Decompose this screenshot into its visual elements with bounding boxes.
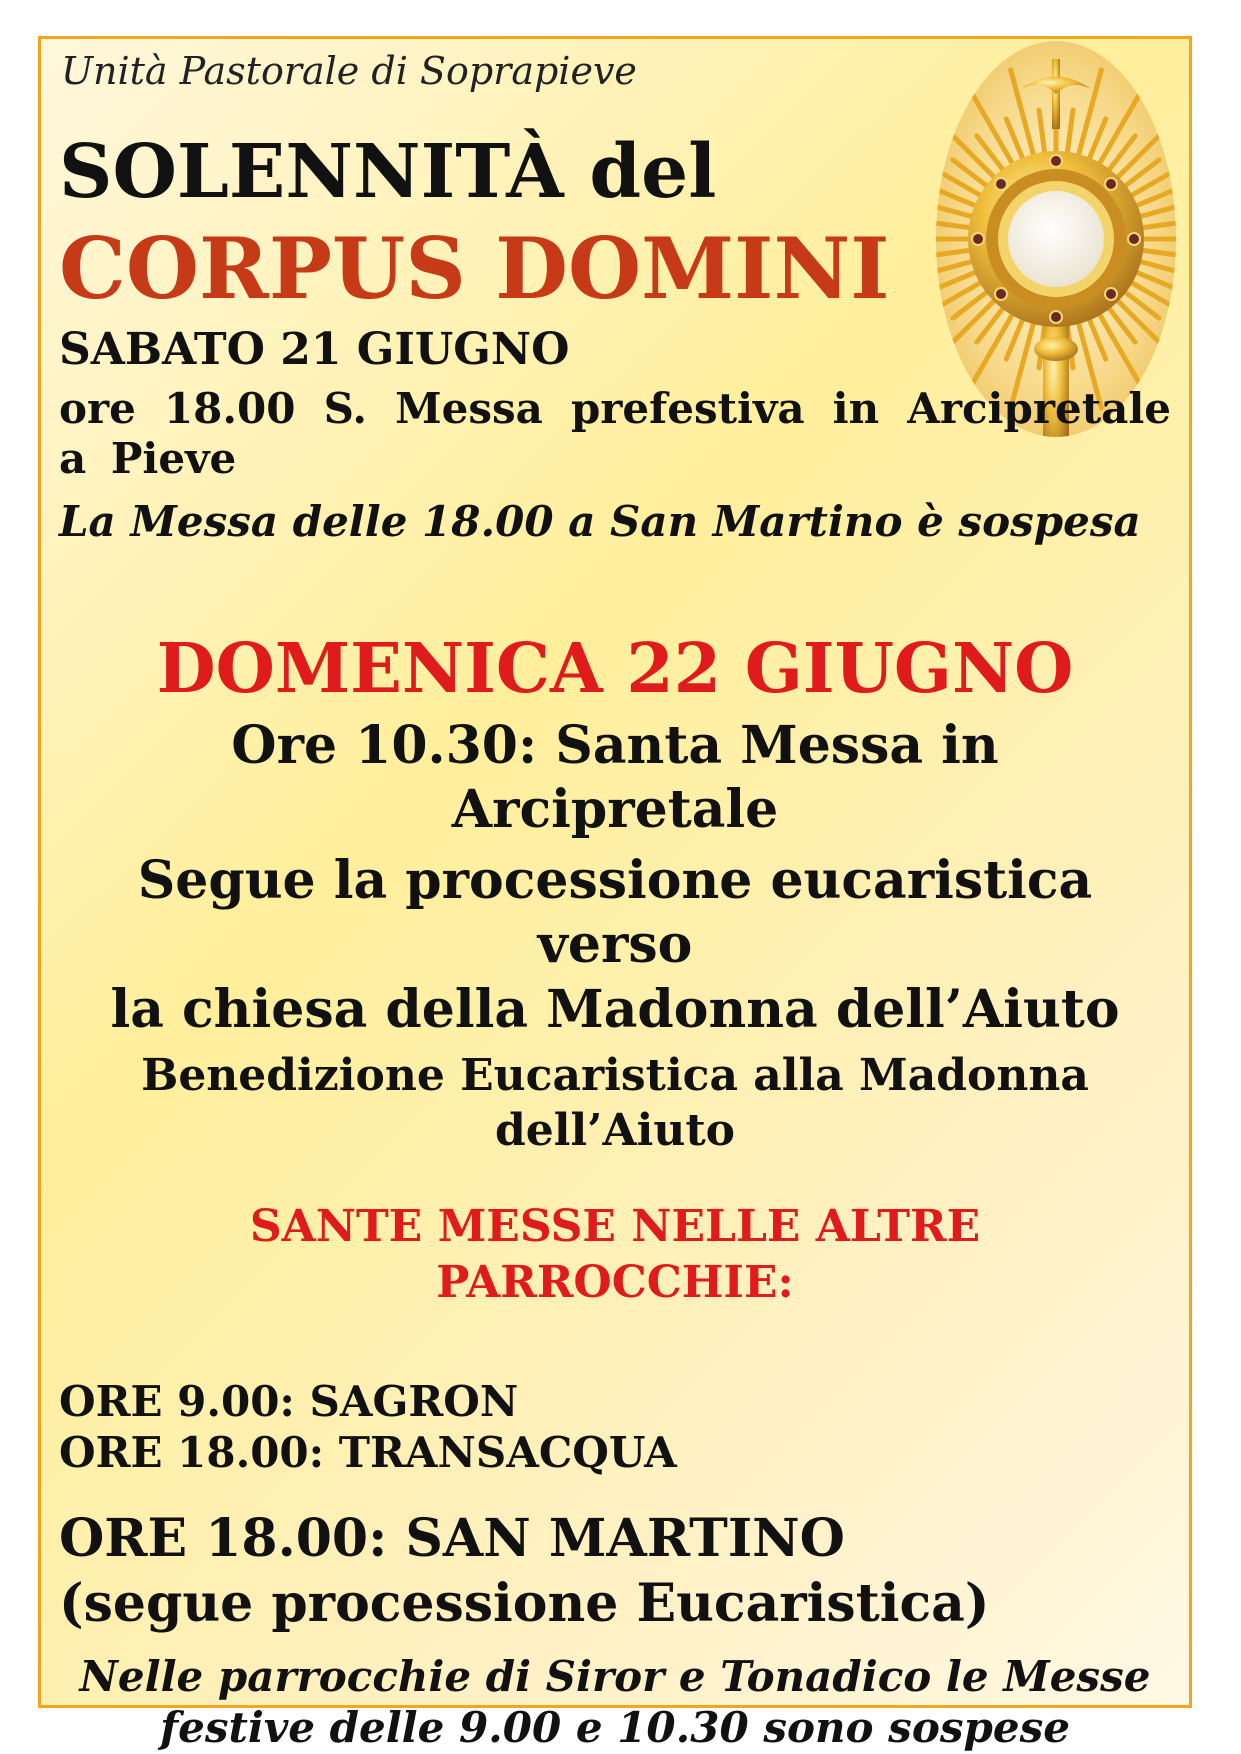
title-corpus-domini: CORPUS DOMINI [59,219,890,318]
saturday-date: SABATO 21 GIUGNO [59,324,570,375]
sunday-mass-line2: Arcipretale [451,779,779,841]
sunday-procession [41,849,1189,1042]
procession-line1: Segue la processione eucaristica [137,850,1093,911]
schedule-san-martino-note: (segue processione Eucaristica) [59,1573,990,1634]
title-solemnity: SOLENNITÀ del [59,129,717,215]
schedule-sagron: ORE 9.00: SAGRON [59,1377,519,1426]
schedule-transacqua: ORE 18.00: TRANSACQUA [59,1428,677,1477]
footer-note-line1: Nelle parrocchie di Siror e Tonadico le Messe [79,1652,1151,1701]
saturday-mass-text: ore 18.00 S. Messa prefestiva in Arcipretale a Pieve [59,384,1171,484]
blessing-line1: Benedizione Eucaristica alla Madonna [141,1050,1089,1101]
other-parishes-heading-line2: PARROCCHIE: [436,1257,794,1309]
sunday-blessing [41,1049,1189,1158]
procession-line2: verso [537,914,693,976]
saturday-note: La Messa delle 18.00 a San Martino è sospesa [59,497,1141,546]
pastoral-unit-label: Unità Pastorale di Soprapieve [61,49,637,93]
schedule-san-martino: ORE 18.00: SAN MARTINO [59,1508,845,1569]
sunday-mass [41,714,1189,843]
sunday-date: DOMENICA 22 GIUGNO [156,629,1074,709]
poster-frame [38,36,1192,1753]
blessing-line2: dell’Aiuto [494,1104,736,1156]
sunday-mass-line1: Ore 10.30: Santa Messa in [231,715,999,776]
footer-note [41,1651,1189,1753]
other-parishes-heading [41,1199,1189,1312]
other-parishes-heading-line1: SANTE MESSE NELLE ALTRE [249,1201,981,1252]
procession-line3: la chiesa della Madonna dell’Aiuto [110,978,1120,1040]
footer-note-line2: festive delle 9.00 e 10.30 sono sospese [160,1703,1070,1753]
